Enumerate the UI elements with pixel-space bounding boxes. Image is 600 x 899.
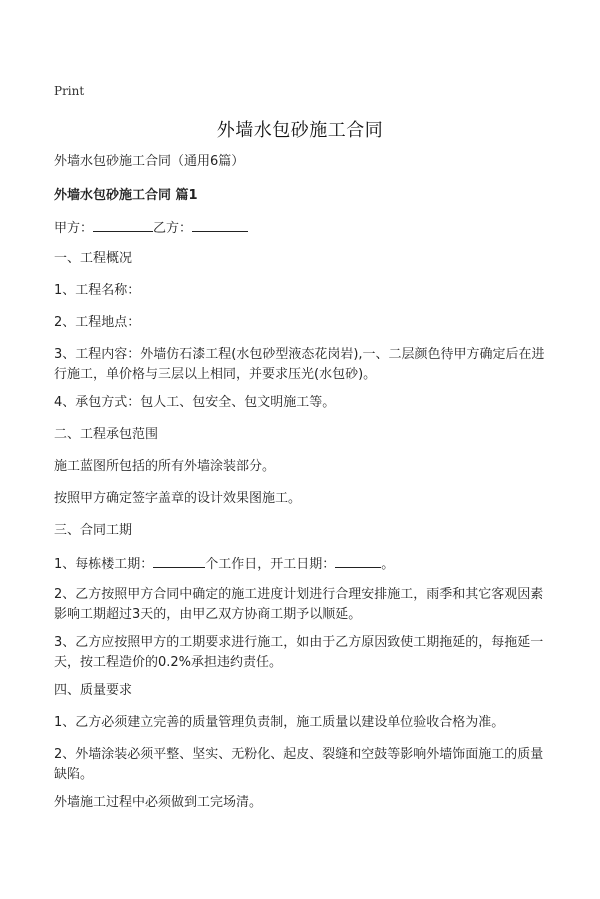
start-date-blank [335, 553, 381, 568]
section-1-item-3: 3、工程内容：外墙仿石漆工程(水包砂型液态花岗岩),一、二层颜色待甲方确定后在进行施工，单价格与三层以上相同，并要求压光(水包砂)。 [54, 347, 545, 382]
work-period-label: 1、每栋楼工期： [54, 557, 154, 572]
document-subtitle: 外墙水包砂施工合同（通用6篇） [54, 154, 245, 169]
section-3-item-2: 2、乙方按照甲方合同中确定的施工进度计划进行合理安排施工，雨季和其它客观因素影响工期超过3天的，由甲乙双方协商工期予以顺延。 [54, 587, 544, 622]
party-a-blank [93, 217, 153, 232]
party-a-label: 甲方： [54, 221, 94, 236]
section-2-heading: 二、工程承包范围 [54, 427, 159, 442]
item-1-end: 。 [381, 557, 395, 572]
section-3-heading: 三、合同工期 [54, 523, 133, 538]
section-4-item-1: 1、乙方必须建立完善的质量管理负责制，施工质量以建设单位验收合格为准。 [54, 715, 505, 730]
print-label: Print [54, 84, 85, 98]
section-4-item-2: 2、外墙涂装必须平整、坚实、无粉化、起皮、裂缝和空鼓等影响外墙饰面施工的质量缺陷。 [54, 747, 544, 782]
document-title: 外墙水包砂施工合同 [216, 120, 384, 141]
section-1-heading: 一、工程概况 [54, 251, 133, 266]
parties-line [54, 217, 554, 239]
section-2-paragraph-2: 按照甲方确定签字盖章的设计效果图施工。 [54, 491, 302, 506]
section-3-item-3: 3、乙方应按照甲方的工期要求进行施工，如由于乙方原因致使工期拖延的，每拖延一天，按工程造价的0.2%承担违约责任。 [54, 635, 544, 670]
party-b-label: 乙方： [153, 221, 193, 236]
section-3-item-1 [54, 553, 554, 575]
section-2-paragraph-1: 施工蓝图所包括的所有外墙涂装部分。 [54, 459, 276, 474]
party-b-blank [192, 217, 248, 232]
section-1-item-1: 1、工程名称： [54, 283, 141, 298]
section-4-paragraph-3: 外墙施工过程中必须做到工完场清。 [54, 795, 263, 810]
section-1-item-4: 4、承包方式：包人工、包安全、包文明施工等。 [54, 395, 336, 410]
section-1-item-2: 2、工程地点： [54, 315, 141, 330]
section-heading: 外墙水包砂施工合同 篇1 [54, 188, 198, 203]
section-4-heading: 四、质量要求 [54, 683, 133, 698]
start-date-label: 个工作日，开工日期： [205, 557, 336, 572]
work-period-blank [153, 553, 205, 568]
